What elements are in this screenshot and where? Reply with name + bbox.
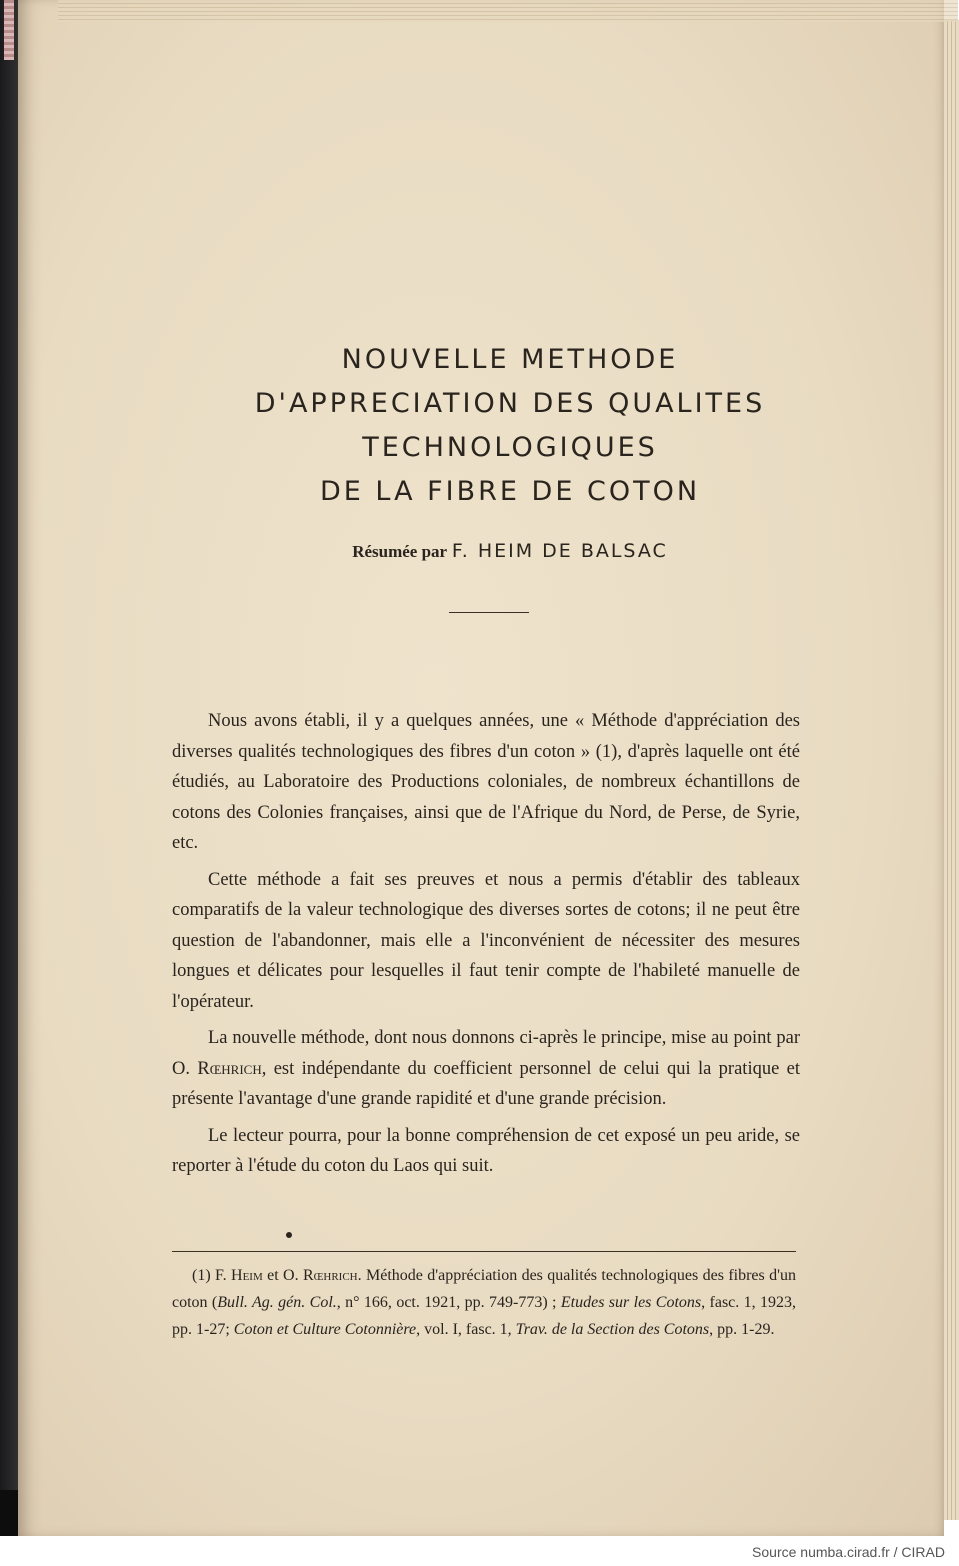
- binding-ribbon: [4, 0, 14, 60]
- footnote: [172, 1262, 796, 1343]
- footnote-rule: [172, 1251, 796, 1252]
- title-line: TECHNOLOGIQUES: [362, 432, 658, 463]
- footnote-text: et O.: [267, 1267, 299, 1284]
- paragraph: [172, 1023, 800, 1115]
- byline-label: Résumée par: [352, 542, 448, 561]
- footnote-text: , pp. 1-29.: [709, 1321, 775, 1338]
- paragraph-text: La nouvelle méthode, dont nous donnons ci-après le principe, mise au point par O.: [172, 1028, 800, 1079]
- footnote-author: Rœhrich: [302, 1267, 358, 1284]
- footnote-text: , vol. I, fasc. 1,: [416, 1321, 512, 1338]
- byline-author: F. HEIM DE BALSAC: [451, 540, 668, 562]
- footnote-reference: Coton et Culture Cotonnière: [233, 1321, 417, 1338]
- paragraph: Cette méthode a fait ses preuves et nous a permis d'établir des tableaux comparatifs de la valeur technologique des diverses sortes de cotons; il ne peut être question de l'abandonner, mais elle a l'inconvénient de nécessiter des mesures longues et délicates pour lesquelles il faut tenir compte de l'habileté manuelle de l'opérateur.: [172, 869, 800, 1012]
- footnote-text: , fasc. 1, 1923, pp. 1-27;: [172, 1294, 797, 1338]
- title-line: DE LA FIBRE DE COTON: [319, 476, 701, 507]
- byline: [200, 540, 820, 563]
- footnote-reference: Trav. de la Section des Cotons: [515, 1321, 710, 1338]
- paragraph: Nous avons établi, il y a quelques années, une « Méthode d'appréciation des diverses qualités technologiques des fibres d'un coton » (1), d'après laquelle ont été étudiés, au Laboratoire des Productions coloniales, de nombreux échantillons de cotons des Colonies françaises, ainsi que de l'Afrique du Nord, de Perse, de Syrie, etc.: [172, 711, 800, 853]
- article-body: [172, 706, 800, 1188]
- ink-mark: [286, 1232, 292, 1238]
- title-separator: [449, 612, 529, 613]
- footnote-text: , n° 166, oct. 1921, pp. 749-773) ;: [336, 1294, 557, 1311]
- source-credit: Source numba.cirad.fr / CIRAD: [752, 1544, 945, 1560]
- footnote-paragraph: [172, 1262, 796, 1343]
- footnote-text: . Méthode d'appréciation des qualités technologiques des fibres d'un coton (: [172, 1267, 797, 1311]
- footnote-reference: Bull. Ag. gén. Col.: [217, 1294, 337, 1311]
- author-name: Rœhrich: [197, 1058, 262, 1079]
- paragraph-text: , est indépendante du coefficient personnel de celui qui la pratique et présente l'avantage d'une grande rapidité et d'une grande précision.: [172, 1058, 800, 1109]
- footnote-reference: Etudes sur les Cotons: [560, 1294, 702, 1311]
- footnote-number: (1) F.: [192, 1267, 227, 1284]
- footnote-author: Heim: [231, 1267, 263, 1284]
- article-title: [180, 338, 840, 514]
- paragraph: Le lecteur pourra, pour la bonne compréhension de cet exposé un peu aride, se reporter à l'étude du coton du Laos qui suit.: [172, 1125, 800, 1176]
- title-line: NOUVELLE METHODE: [341, 344, 679, 375]
- title-line: D'APPRECIATION DES QUALITES: [254, 388, 766, 419]
- page-top-edge: [58, 0, 958, 22]
